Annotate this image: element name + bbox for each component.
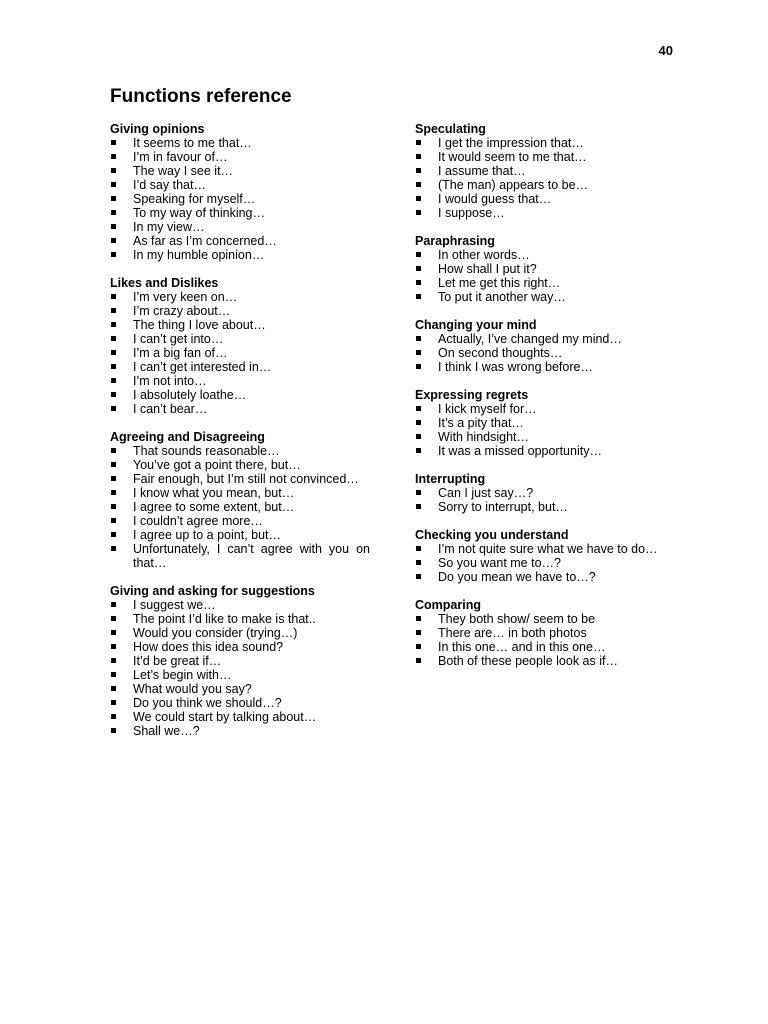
- list-item: [415, 150, 675, 164]
- list-item-text: It was a missed opportunity…: [438, 444, 602, 458]
- square-bullet-icon: [111, 462, 116, 467]
- square-bullet-icon: [111, 532, 116, 537]
- square-bullet-icon: [111, 140, 116, 145]
- page-number: 40: [658, 43, 673, 58]
- square-bullet-icon: [416, 644, 421, 649]
- section-heading: Likes and Dislikes: [110, 276, 219, 290]
- list-item-text: In my humble opinion…: [133, 248, 265, 262]
- phrase-list: [415, 542, 675, 584]
- section-heading: Giving and asking for suggestions: [110, 584, 315, 598]
- list-item-text: We could start by talking about…: [133, 710, 317, 724]
- square-bullet-icon: [111, 168, 116, 173]
- list-item: [110, 304, 370, 318]
- list-item-text: Would you consider (trying…): [133, 626, 298, 640]
- list-item: [110, 472, 370, 486]
- list-item-text: I can’t bear…: [133, 402, 208, 416]
- section-expressing-regrets: [415, 388, 675, 458]
- list-item-text: I’m in favour of…: [133, 150, 228, 164]
- list-item: [110, 136, 370, 150]
- section-paraphrasing: [415, 234, 675, 304]
- square-bullet-icon: [416, 280, 421, 285]
- list-item: [110, 388, 370, 402]
- phrase-list: [110, 136, 370, 262]
- square-bullet-icon: [111, 182, 116, 187]
- list-item: [110, 654, 370, 668]
- list-item: [415, 626, 675, 640]
- list-item-text: Let me get this right…: [438, 276, 561, 290]
- square-bullet-icon: [111, 238, 116, 243]
- square-bullet-icon: [416, 434, 421, 439]
- list-item: [415, 486, 675, 500]
- square-bullet-icon: [416, 182, 421, 187]
- list-item: [110, 696, 370, 710]
- list-item-text: That sounds reasonable…: [133, 444, 280, 458]
- section-agreeing-and-disagreeing: [110, 430, 370, 570]
- square-bullet-icon: [416, 196, 421, 201]
- list-item-text: The thing I love about…: [133, 318, 266, 332]
- section-heading: Interrupting: [415, 472, 486, 486]
- square-bullet-icon: [416, 448, 421, 453]
- square-bullet-icon: [111, 728, 116, 733]
- square-bullet-icon: [416, 210, 421, 215]
- section-comparing: [415, 598, 675, 668]
- list-item-text: (The man) appears to be…: [438, 178, 589, 192]
- square-bullet-icon: [111, 490, 116, 495]
- list-item-text: To my way of thinking…: [133, 206, 265, 220]
- list-item: [110, 724, 370, 738]
- square-bullet-icon: [416, 168, 421, 173]
- square-bullet-icon: [111, 392, 116, 397]
- list-item: [415, 640, 675, 654]
- list-item: [415, 444, 675, 458]
- square-bullet-icon: [416, 294, 421, 299]
- list-item: [110, 360, 370, 374]
- section-giving-opinions: [110, 122, 370, 262]
- list-item: [110, 528, 370, 542]
- list-item: [415, 332, 675, 346]
- list-item: [110, 206, 370, 220]
- square-bullet-icon: [111, 616, 116, 621]
- list-item-text: I’d say that…: [133, 178, 206, 192]
- list-item: [110, 220, 370, 234]
- section-interrupting: [415, 472, 675, 514]
- list-item-text: Unfortunately, I can’t agree with you on that…: [133, 542, 370, 570]
- list-item-text: I get the impression that…: [438, 136, 584, 150]
- left-column: [110, 122, 370, 752]
- square-bullet-icon: [416, 266, 421, 271]
- list-item-text: Fair enough, but I’m still not convinced…: [133, 472, 359, 486]
- square-bullet-icon: [111, 602, 116, 607]
- phrase-list: [110, 598, 370, 738]
- list-item-text: I suggest we…: [133, 598, 216, 612]
- list-item: [415, 346, 675, 360]
- phrase-list: [110, 444, 370, 570]
- square-bullet-icon: [416, 574, 421, 579]
- section-speculating: [415, 122, 675, 220]
- list-item-text: The point I’d like to make is that..: [133, 612, 316, 626]
- section-likes-and-dislikes: [110, 276, 370, 416]
- list-item: [110, 318, 370, 332]
- section-giving-and-asking-for-suggestions: [110, 584, 370, 738]
- list-item: [415, 178, 675, 192]
- list-item: [415, 290, 675, 304]
- square-bullet-icon: [416, 350, 421, 355]
- list-item: [110, 514, 370, 528]
- phrase-list: [415, 486, 675, 514]
- square-bullet-icon: [111, 378, 116, 383]
- square-bullet-icon: [111, 350, 116, 355]
- list-item: [110, 668, 370, 682]
- list-item-text: I know what you mean, but…: [133, 486, 295, 500]
- square-bullet-icon: [416, 546, 421, 551]
- square-bullet-icon: [111, 644, 116, 649]
- list-item-text: Both of these people look as if…: [438, 654, 618, 668]
- section-heading: Changing your mind: [415, 318, 537, 332]
- section-heading: Expressing regrets: [415, 388, 529, 402]
- list-item-text: I can’t get interested in…: [133, 360, 272, 374]
- square-bullet-icon: [111, 658, 116, 663]
- list-item-text: With hindsight…: [438, 430, 530, 444]
- list-item: [415, 612, 675, 626]
- list-item: [110, 710, 370, 724]
- phrase-list: [415, 136, 675, 220]
- square-bullet-icon: [111, 308, 116, 313]
- list-item: [110, 332, 370, 346]
- list-item-text: I’m not into…: [133, 374, 207, 388]
- square-bullet-icon: [416, 252, 421, 257]
- list-item-text: I kick myself for…: [438, 402, 537, 416]
- list-item-text: You’ve got a point there, but…: [133, 458, 301, 472]
- phrase-list: [415, 402, 675, 458]
- list-item-text: Actually, I’ve changed my mind…: [438, 332, 622, 346]
- section-heading: Comparing: [415, 598, 481, 612]
- square-bullet-icon: [111, 252, 116, 257]
- list-item-text: In other words…: [438, 248, 530, 262]
- list-item-text: So you want me to…?: [438, 556, 561, 570]
- list-item: [110, 640, 370, 654]
- list-item-text: How shall I put it?: [438, 262, 537, 276]
- list-item: [415, 192, 675, 206]
- section-heading: Paraphrasing: [415, 234, 495, 248]
- list-item-text: I agree up to a point, but…: [133, 528, 282, 542]
- list-item: [110, 346, 370, 360]
- phrase-list: [110, 290, 370, 416]
- square-bullet-icon: [111, 294, 116, 299]
- list-item-text: There are… in both photos: [438, 626, 587, 640]
- list-item: [110, 500, 370, 514]
- list-item-text: I would guess that…: [438, 192, 552, 206]
- square-bullet-icon: [111, 336, 116, 341]
- list-item: [415, 164, 675, 178]
- list-item-text: Shall we…?: [133, 724, 200, 738]
- list-item: [110, 598, 370, 612]
- list-item: [110, 486, 370, 500]
- square-bullet-icon: [416, 658, 421, 663]
- list-item: [415, 360, 675, 374]
- square-bullet-icon: [416, 154, 421, 159]
- list-item: [415, 402, 675, 416]
- list-item-text: How does this idea sound?: [133, 640, 284, 654]
- square-bullet-icon: [111, 700, 116, 705]
- list-item-text: The way I see it…: [133, 164, 234, 178]
- square-bullet-icon: [416, 616, 421, 621]
- square-bullet-icon: [111, 224, 116, 229]
- square-bullet-icon: [416, 420, 421, 425]
- list-item: [415, 500, 675, 514]
- list-item: [415, 654, 675, 668]
- list-item-text: It seems to me that…: [133, 136, 252, 150]
- list-item: [415, 262, 675, 276]
- list-item-text: As far as I’m concerned…: [133, 234, 277, 248]
- square-bullet-icon: [111, 196, 116, 201]
- list-item-text: I think I was wrong before…: [438, 360, 593, 374]
- square-bullet-icon: [416, 406, 421, 411]
- list-item-text: I assume that…: [438, 164, 526, 178]
- phrase-list: [415, 332, 675, 374]
- list-item-text: Do you mean we have to…?: [438, 570, 596, 584]
- square-bullet-icon: [111, 714, 116, 719]
- section-changing-your-mind: [415, 318, 675, 374]
- list-item: [110, 542, 370, 570]
- section-heading: Speculating: [415, 122, 486, 136]
- list-item-text: I can’t get into…: [133, 332, 224, 346]
- section-heading: Giving opinions: [110, 122, 205, 136]
- square-bullet-icon: [416, 140, 421, 145]
- square-bullet-icon: [111, 406, 116, 411]
- list-item: [415, 416, 675, 430]
- list-item-text: It’d be great if…: [133, 654, 222, 668]
- list-item: [110, 682, 370, 696]
- list-item-text: Let’s begin with…: [133, 668, 232, 682]
- list-item: [415, 542, 675, 556]
- list-item: [110, 374, 370, 388]
- list-item-text: I suppose…: [438, 206, 505, 220]
- square-bullet-icon: [111, 686, 116, 691]
- list-item: [415, 136, 675, 150]
- list-item-text: I’m not quite sure what we have to do…: [438, 542, 658, 556]
- list-item-text: Sorry to interrupt, but…: [438, 500, 568, 514]
- square-bullet-icon: [111, 518, 116, 523]
- list-item: [110, 248, 370, 262]
- list-item-text: I couldn’t agree more…: [133, 514, 263, 528]
- list-item: [415, 570, 675, 584]
- list-item-text: They both show/ seem to be: [438, 612, 596, 626]
- right-column: [415, 122, 675, 682]
- square-bullet-icon: [416, 490, 421, 495]
- square-bullet-icon: [111, 546, 116, 551]
- section-heading: Checking you understand: [415, 528, 569, 542]
- section-heading: Agreeing and Disagreeing: [110, 430, 265, 444]
- square-bullet-icon: [416, 560, 421, 565]
- square-bullet-icon: [111, 210, 116, 215]
- square-bullet-icon: [416, 630, 421, 635]
- list-item: [110, 444, 370, 458]
- phrase-list: [415, 248, 675, 304]
- list-item: [415, 556, 675, 570]
- list-item-text: On second thoughts…: [438, 346, 563, 360]
- square-bullet-icon: [416, 336, 421, 341]
- list-item-text: To put it another way…: [438, 290, 566, 304]
- square-bullet-icon: [111, 672, 116, 677]
- list-item-text: In this one… and in this one…: [438, 640, 606, 654]
- square-bullet-icon: [111, 364, 116, 369]
- list-item: [415, 248, 675, 262]
- section-checking-you-understand: [415, 528, 675, 584]
- list-item-text: What would you say?: [133, 682, 252, 696]
- square-bullet-icon: [111, 448, 116, 453]
- list-item-text: I’m very keen on…: [133, 290, 238, 304]
- square-bullet-icon: [111, 504, 116, 509]
- list-item-text: Speaking for myself…: [133, 192, 256, 206]
- list-item-text: It would seem to me that…: [438, 150, 587, 164]
- list-item: [110, 178, 370, 192]
- list-item: [110, 626, 370, 640]
- list-item-text: I absolutely loathe…: [133, 388, 247, 402]
- list-item-text: I agree to some extent, but…: [133, 500, 295, 514]
- list-item: [110, 150, 370, 164]
- phrase-list: [415, 612, 675, 668]
- page-title: Functions reference: [110, 86, 292, 107]
- list-item-text: I’m crazy about…: [133, 304, 231, 318]
- list-item: [110, 402, 370, 416]
- list-item: [110, 290, 370, 304]
- square-bullet-icon: [416, 364, 421, 369]
- list-item-text: Can I just say…?: [438, 486, 534, 500]
- list-item: [415, 276, 675, 290]
- list-item: [110, 612, 370, 626]
- list-item-text: I’m a big fan of…: [133, 346, 228, 360]
- list-item: [110, 192, 370, 206]
- list-item-text: In my view…: [133, 220, 205, 234]
- square-bullet-icon: [111, 630, 116, 635]
- list-item: [110, 164, 370, 178]
- list-item-text: It’s a pity that…: [438, 416, 524, 430]
- list-item: [415, 206, 675, 220]
- square-bullet-icon: [111, 154, 116, 159]
- list-item: [110, 458, 370, 472]
- square-bullet-icon: [416, 504, 421, 509]
- list-item-text: Do you think we should…?: [133, 696, 282, 710]
- square-bullet-icon: [111, 476, 116, 481]
- square-bullet-icon: [111, 322, 116, 327]
- list-item: [415, 430, 675, 444]
- list-item: [110, 234, 370, 248]
